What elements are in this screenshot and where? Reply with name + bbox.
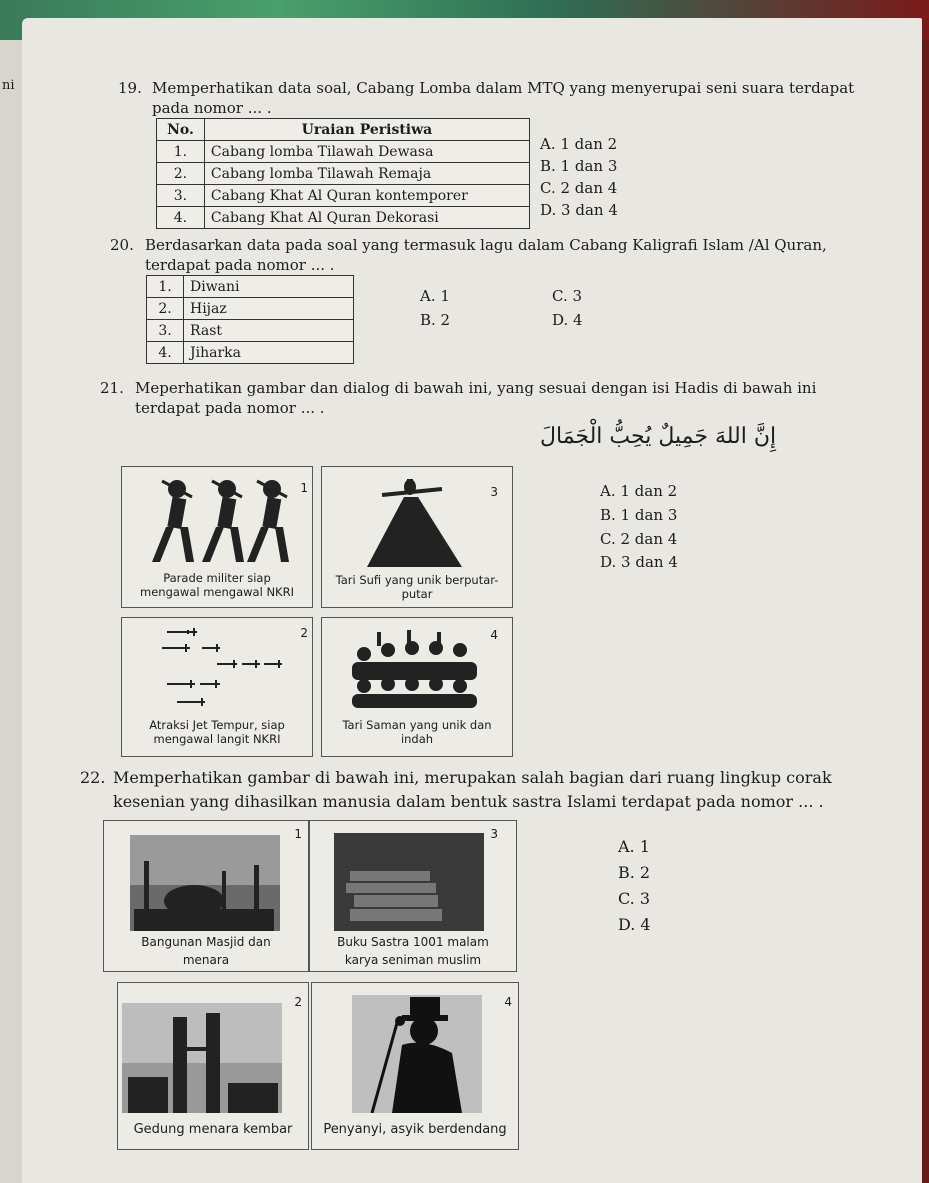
- panel-number: 1: [294, 827, 302, 841]
- q21-option-a[interactable]: A. 1 dan 2: [600, 482, 678, 500]
- panel-caption: karya seniman muslim: [344, 953, 482, 967]
- panel-caption: Buku Sastra 1001 malam: [337, 935, 489, 949]
- q20-row-text: Hijaz: [184, 298, 354, 320]
- q21-option-d[interactable]: D. 3 dan 4: [600, 553, 678, 571]
- q22-option-c[interactable]: C. 3: [618, 889, 651, 908]
- q19-line2: pada nomor ... .: [152, 99, 272, 117]
- q22-number: 22.: [80, 768, 106, 787]
- q22-option-a[interactable]: A. 1: [618, 837, 650, 856]
- q20-line2: terdapat pada nomor ... .: [145, 256, 335, 274]
- panel-number: 2: [300, 626, 308, 640]
- panel-caption: Bangunan Masjid dan: [141, 935, 271, 949]
- q21-option-c[interactable]: C. 2 dan 4: [600, 530, 678, 548]
- q21-panel-3: [321, 466, 513, 608]
- q19-header-uraian: Uraian Peristiwa: [204, 119, 529, 141]
- q19-line1: Memperhatikan data soal, Cabang Lomba dalam MTQ yang menyerupai seni suara terdapat: [152, 79, 855, 97]
- q22-panel-3: [309, 820, 517, 972]
- sufi-dancer-illustration: [322, 467, 512, 571]
- hadith-arabic: إِنَّ اللهَ جَمِيلٌ يُحِبُّ الْجَمَالَ: [540, 424, 777, 449]
- q20-number: 20.: [110, 236, 134, 254]
- q21-line1: Meperhatikan gambar dan dialog di bawah ini, yang sesuai dengan isi Hadis di bawah ini: [135, 379, 817, 397]
- panel-number: 4: [490, 628, 498, 642]
- q22-line2: kesenian yang dihasilkan manusia dalam bentuk sastra Islami terdapat pada nomor ... .: [113, 792, 824, 811]
- q22-panel-1: [103, 820, 309, 972]
- twin-towers-photo: [118, 983, 308, 1113]
- q19-row-text: Cabang Khat Al Quran Dekorasi: [204, 207, 529, 229]
- q19-row-no: 1.: [157, 141, 205, 163]
- q21-panel-1: [121, 466, 313, 608]
- panel-caption: indah: [400, 732, 434, 746]
- left-page-edge: [0, 40, 22, 1183]
- q20-row-no: 1.: [147, 276, 184, 298]
- q20-row-no: 4.: [147, 342, 184, 364]
- q19-row-text: Cabang lomba Tilawah Remaja: [204, 163, 529, 185]
- q19-number: 19.: [118, 79, 142, 97]
- left-page-text: ni: [2, 78, 15, 93]
- books-photo: [310, 821, 516, 933]
- q22-option-d[interactable]: D. 4: [618, 915, 651, 934]
- q20-option-d[interactable]: D. 4: [552, 311, 583, 329]
- q19-option-c[interactable]: C. 2 dan 4: [540, 179, 618, 197]
- q20-row-no: 2.: [147, 298, 184, 320]
- jets-illustration: [122, 618, 312, 710]
- panel-caption: Atraksi Jet Tempur, siap: [149, 718, 285, 732]
- q22-panel-4: [311, 982, 519, 1150]
- q19-option-d[interactable]: D. 3 dan 4: [540, 201, 618, 219]
- q22-line1: Memperhatikan gambar di bawah ini, merupakan salah bagian dari ruang lingkup corak: [113, 768, 832, 787]
- panel-caption: Parade militer siap: [163, 571, 271, 585]
- panel-caption: mengawal mengawal NKRI: [140, 585, 294, 599]
- q21-number: 21.: [100, 379, 124, 397]
- panel-number: 4: [504, 995, 512, 1009]
- q19-option-a[interactable]: A. 1 dan 2: [540, 135, 618, 153]
- q20-row-no: 3.: [147, 320, 184, 342]
- q21-line2: terdapat pada nomor ... .: [135, 399, 325, 417]
- q20-row-text: Rast: [184, 320, 354, 342]
- panel-caption: Tari Sufi yang unik berputar-: [335, 573, 499, 587]
- q20-line1: Berdasarkan data pada soal yang termasuk lagu dalam Cabang Kaligrafi Islam /Al Quran,: [145, 236, 827, 254]
- q20-option-b[interactable]: B. 2: [420, 311, 451, 329]
- q19-row-text: Cabang lomba Tilawah Dewasa: [204, 141, 529, 163]
- q19-row-no: 2.: [157, 163, 205, 185]
- singer-photo: [312, 983, 518, 1113]
- mosque-photo: [104, 821, 308, 933]
- q19-header-no: No.: [157, 119, 205, 141]
- q19-row-no: 4.: [157, 207, 205, 229]
- panel-number: 2: [294, 995, 302, 1009]
- q19-table: [156, 118, 530, 229]
- q19-row-no: 3.: [157, 185, 205, 207]
- q20-row-text: Diwani: [184, 276, 354, 298]
- panel-number: 3: [490, 485, 498, 499]
- q21-option-b[interactable]: B. 1 dan 3: [600, 506, 678, 524]
- panel-caption: Tari Saman yang unik dan: [342, 718, 492, 732]
- saman-dancers-illustration: [322, 618, 512, 714]
- q19-option-b[interactable]: B. 1 dan 3: [540, 157, 618, 175]
- q22-panel-2: [117, 982, 309, 1150]
- q20-option-a[interactable]: A. 1: [420, 287, 450, 305]
- q20-option-c[interactable]: C. 3: [552, 287, 583, 305]
- panel-caption: putar: [401, 587, 433, 601]
- soldiers-illustration: [122, 467, 312, 567]
- panel-caption: Penyanyi, asyik berdendang: [323, 1122, 507, 1137]
- panel-caption: menara: [182, 953, 230, 967]
- q22-option-b[interactable]: B. 2: [618, 863, 651, 882]
- q20-table: [146, 275, 354, 364]
- q21-panel-4: [321, 617, 513, 757]
- panel-caption: mengawal langit NKRI: [153, 732, 281, 746]
- q20-row-text: Jiharka: [184, 342, 354, 364]
- q21-panel-2: [121, 617, 313, 757]
- panel-number: 1: [300, 481, 308, 495]
- panel-caption: Gedung menara kembar: [133, 1122, 293, 1137]
- panel-number: 3: [490, 827, 498, 841]
- q19-row-text: Cabang Khat Al Quran kontemporer: [204, 185, 529, 207]
